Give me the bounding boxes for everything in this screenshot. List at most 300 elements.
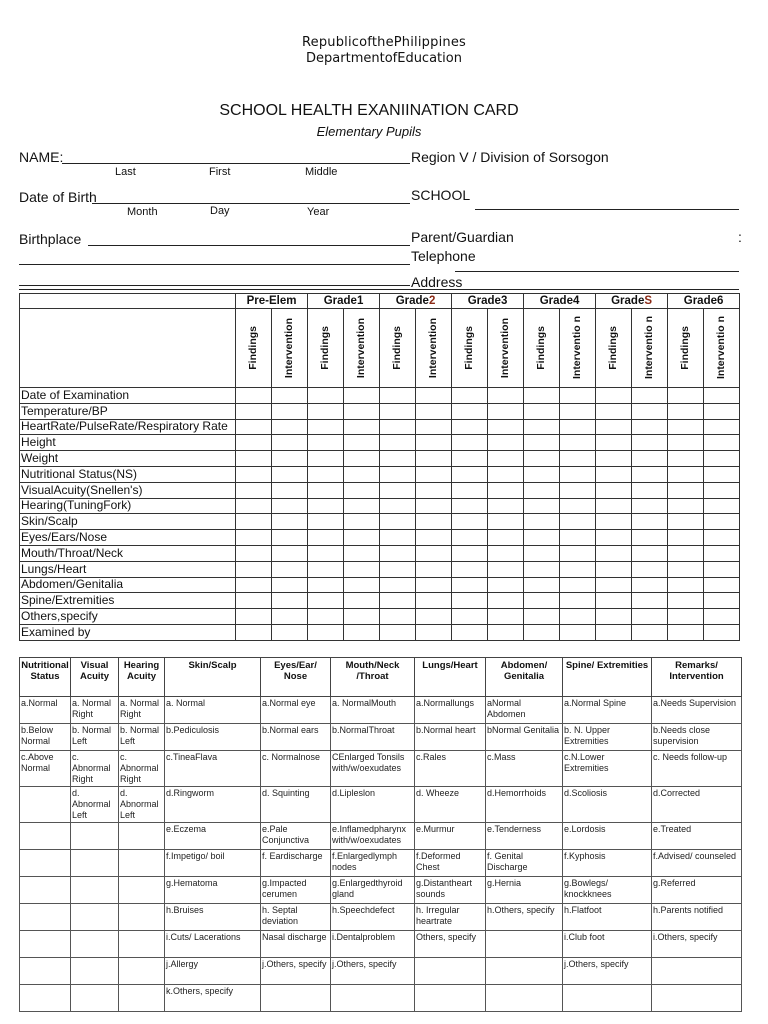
findings-cell[interactable] xyxy=(596,561,632,577)
intervention-cell[interactable] xyxy=(344,419,380,435)
intervention-cell[interactable] xyxy=(488,466,524,482)
intervention-cell[interactable] xyxy=(416,435,452,451)
findings-cell[interactable] xyxy=(236,498,272,514)
intervention-cell[interactable] xyxy=(560,545,596,561)
findings-header: Findings xyxy=(524,309,560,388)
findings-cell[interactable] xyxy=(452,466,488,482)
intervention-header: Intervention xyxy=(272,309,308,388)
findings-cell[interactable] xyxy=(236,514,272,530)
intervention-cell[interactable] xyxy=(272,482,308,498)
findings-cell[interactable] xyxy=(524,466,560,482)
exam-row-label: Lungs/Heart xyxy=(20,561,236,577)
parent-colon: : xyxy=(738,229,742,245)
intervention-cell[interactable] xyxy=(416,609,452,625)
findings-cell[interactable] xyxy=(668,593,704,609)
findings-cell[interactable] xyxy=(524,498,560,514)
legend-cell: g.Referred xyxy=(652,877,742,904)
findings-cell[interactable] xyxy=(668,451,704,467)
intervention-cell[interactable] xyxy=(416,403,452,419)
exam-row-label: Mouth/Throat/Neck xyxy=(20,545,236,561)
findings-cell[interactable] xyxy=(452,482,488,498)
intervention-cell[interactable] xyxy=(344,609,380,625)
intervention-cell[interactable] xyxy=(704,451,740,467)
intervention-cell[interactable] xyxy=(344,451,380,467)
grid-subheader-blank xyxy=(20,309,236,388)
findings-cell[interactable] xyxy=(452,451,488,467)
grade-header-4: Grade4 xyxy=(524,294,596,309)
intervention-cell[interactable] xyxy=(488,545,524,561)
findings-cell[interactable] xyxy=(524,514,560,530)
intervention-cell[interactable] xyxy=(344,593,380,609)
findings-cell[interactable] xyxy=(524,530,560,546)
findings-cell[interactable] xyxy=(380,435,416,451)
name-label: NAME: xyxy=(19,149,64,165)
findings-cell[interactable] xyxy=(452,419,488,435)
legend-cell xyxy=(486,958,563,985)
exam-row xyxy=(20,419,740,435)
findings-cell[interactable] xyxy=(596,419,632,435)
findings-cell[interactable] xyxy=(524,624,560,640)
legend-cell: a.Normal xyxy=(20,697,71,724)
intervention-cell[interactable] xyxy=(416,593,452,609)
exam-row-label: Examined by xyxy=(20,624,236,640)
findings-cell[interactable] xyxy=(452,403,488,419)
legend-cell xyxy=(20,958,71,985)
intervention-cell[interactable] xyxy=(416,514,452,530)
intervention-cell[interactable] xyxy=(488,498,524,514)
findings-cell[interactable] xyxy=(524,388,560,404)
legend-cell: a.Needs Supervision xyxy=(652,697,742,724)
findings-cell[interactable] xyxy=(380,624,416,640)
findings-cell[interactable] xyxy=(308,545,344,561)
findings-cell[interactable] xyxy=(236,624,272,640)
findings-cell[interactable] xyxy=(308,482,344,498)
intervention-cell[interactable] xyxy=(632,609,668,625)
findings-cell[interactable] xyxy=(668,530,704,546)
findings-cell[interactable] xyxy=(668,609,704,625)
findings-cell[interactable] xyxy=(596,498,632,514)
intervention-cell[interactable] xyxy=(272,545,308,561)
findings-cell[interactable] xyxy=(308,530,344,546)
intervention-cell[interactable] xyxy=(560,388,596,404)
findings-cell[interactable] xyxy=(308,451,344,467)
findings-cell[interactable] xyxy=(236,403,272,419)
findings-cell[interactable] xyxy=(452,498,488,514)
intervention-cell[interactable] xyxy=(704,403,740,419)
intervention-cell[interactable] xyxy=(272,451,308,467)
intervention-cell[interactable] xyxy=(488,451,524,467)
findings-cell[interactable] xyxy=(380,514,416,530)
grade-header-3: Grade3 xyxy=(452,294,524,309)
findings-cell[interactable] xyxy=(452,561,488,577)
findings-cell[interactable] xyxy=(452,545,488,561)
findings-cell[interactable] xyxy=(380,388,416,404)
exam-row-label: Eyes/Ears/Nose xyxy=(20,530,236,546)
intervention-cell[interactable] xyxy=(488,609,524,625)
findings-cell[interactable] xyxy=(524,545,560,561)
intervention-cell[interactable] xyxy=(272,388,308,404)
findings-cell[interactable] xyxy=(668,624,704,640)
exam-row xyxy=(20,435,740,451)
intervention-cell[interactable] xyxy=(344,403,380,419)
intervention-cell[interactable] xyxy=(632,419,668,435)
legend-cell: e.Tenderness xyxy=(486,823,563,850)
intervention-cell[interactable] xyxy=(488,593,524,609)
intervention-cell[interactable] xyxy=(704,419,740,435)
findings-header: Findings xyxy=(596,309,632,388)
legend-cell: c.N.Lower Extremities xyxy=(563,751,652,787)
intervention-cell[interactable] xyxy=(344,624,380,640)
findings-cell[interactable] xyxy=(380,593,416,609)
legend-cell: a.Normal eye xyxy=(261,697,331,724)
findings-cell[interactable] xyxy=(596,388,632,404)
findings-cell[interactable] xyxy=(668,498,704,514)
findings-cell[interactable] xyxy=(308,435,344,451)
intervention-cell[interactable] xyxy=(344,561,380,577)
legend-cell: e.Lordosis xyxy=(563,823,652,850)
findings-cell[interactable] xyxy=(668,435,704,451)
findings-cell[interactable] xyxy=(308,577,344,593)
intervention-cell[interactable] xyxy=(560,435,596,451)
findings-cell[interactable] xyxy=(380,498,416,514)
legend-cell: a.Normallungs xyxy=(415,697,486,724)
intervention-cell[interactable] xyxy=(704,466,740,482)
legend-header: Skin/Scalp xyxy=(165,658,261,697)
intervention-cell[interactable] xyxy=(272,466,308,482)
intervention-cell[interactable] xyxy=(344,514,380,530)
intervention-cell[interactable] xyxy=(632,624,668,640)
exam-row xyxy=(20,482,740,498)
intervention-cell[interactable] xyxy=(272,609,308,625)
legend-row xyxy=(20,931,742,958)
findings-cell[interactable] xyxy=(308,593,344,609)
intervention-cell[interactable] xyxy=(560,482,596,498)
intervention-cell[interactable] xyxy=(560,514,596,530)
legend-cell: a. NormalMouth xyxy=(331,697,415,724)
findings-cell[interactable] xyxy=(308,466,344,482)
intervention-cell[interactable] xyxy=(488,624,524,640)
birthplace-field-3[interactable] xyxy=(19,285,410,286)
exam-row xyxy=(20,530,740,546)
findings-cell[interactable] xyxy=(308,419,344,435)
intervention-cell[interactable] xyxy=(704,435,740,451)
intervention-cell[interactable] xyxy=(704,561,740,577)
birthplace-field[interactable] xyxy=(88,245,410,246)
findings-cell[interactable] xyxy=(596,466,632,482)
intervention-cell[interactable] xyxy=(272,403,308,419)
findings-cell[interactable] xyxy=(308,514,344,530)
dob-field[interactable] xyxy=(92,203,410,204)
intervention-cell[interactable] xyxy=(560,530,596,546)
findings-cell[interactable] xyxy=(308,609,344,625)
legend-cell: b. N. Upper Extremities xyxy=(563,724,652,751)
intervention-cell[interactable] xyxy=(704,514,740,530)
findings-cell[interactable] xyxy=(668,403,704,419)
intervention-cell[interactable] xyxy=(560,577,596,593)
findings-cell[interactable] xyxy=(236,388,272,404)
intervention-cell[interactable] xyxy=(632,403,668,419)
findings-cell[interactable] xyxy=(452,388,488,404)
intervention-cell[interactable] xyxy=(560,561,596,577)
intervention-cell[interactable] xyxy=(344,530,380,546)
findings-cell[interactable] xyxy=(452,593,488,609)
findings-cell[interactable] xyxy=(596,624,632,640)
intervention-cell[interactable] xyxy=(272,561,308,577)
intervention-cell[interactable] xyxy=(416,388,452,404)
grid-corner xyxy=(20,294,236,309)
name-sub-last: Last xyxy=(115,166,136,178)
findings-cell[interactable] xyxy=(524,403,560,419)
legend-cell: h.Bruises xyxy=(165,904,261,931)
legend-cell: i.Others, specify xyxy=(652,931,742,958)
telephone-label: Telephone xyxy=(411,248,476,264)
exam-row xyxy=(20,514,740,530)
intervention-cell[interactable] xyxy=(344,466,380,482)
intervention-cell[interactable] xyxy=(416,561,452,577)
intervention-cell[interactable] xyxy=(272,419,308,435)
intervention-cell[interactable] xyxy=(488,482,524,498)
findings-cell[interactable] xyxy=(596,514,632,530)
intervention-cell[interactable] xyxy=(416,498,452,514)
findings-cell[interactable] xyxy=(524,435,560,451)
legend-cell: a.Normal Spine xyxy=(563,697,652,724)
findings-cell[interactable] xyxy=(524,609,560,625)
intervention-cell[interactable] xyxy=(632,451,668,467)
findings-cell[interactable] xyxy=(380,466,416,482)
findings-cell[interactable] xyxy=(596,545,632,561)
intervention-cell[interactable] xyxy=(272,435,308,451)
findings-cell[interactable] xyxy=(236,561,272,577)
address-field[interactable] xyxy=(19,289,739,290)
findings-cell[interactable] xyxy=(236,530,272,546)
findings-cell[interactable] xyxy=(596,435,632,451)
exam-row xyxy=(20,609,740,625)
findings-cell[interactable] xyxy=(668,545,704,561)
intervention-cell[interactable] xyxy=(416,466,452,482)
intervention-cell[interactable] xyxy=(272,530,308,546)
findings-cell[interactable] xyxy=(236,482,272,498)
intervention-cell[interactable] xyxy=(488,577,524,593)
intervention-cell[interactable] xyxy=(344,545,380,561)
legend-cell xyxy=(71,877,119,904)
intervention-cell[interactable] xyxy=(344,577,380,593)
intervention-cell[interactable] xyxy=(704,593,740,609)
exam-row-label: Others,specify xyxy=(20,609,236,625)
findings-cell[interactable] xyxy=(668,577,704,593)
school-field[interactable] xyxy=(475,209,739,210)
intervention-cell[interactable] xyxy=(632,435,668,451)
legend-cell: c. Abnormal Right xyxy=(71,751,119,787)
findings-cell[interactable] xyxy=(236,435,272,451)
birthplace-field-2[interactable] xyxy=(19,264,410,265)
intervention-cell[interactable] xyxy=(704,530,740,546)
findings-cell[interactable] xyxy=(452,609,488,625)
intervention-cell[interactable] xyxy=(632,514,668,530)
exam-row-label: Temperature/BP xyxy=(20,403,236,419)
findings-cell[interactable] xyxy=(380,419,416,435)
legend-cell xyxy=(119,985,165,1012)
intervention-cell[interactable] xyxy=(416,482,452,498)
findings-cell[interactable] xyxy=(596,451,632,467)
legend-cell xyxy=(119,904,165,931)
findings-cell[interactable] xyxy=(308,498,344,514)
intervention-cell[interactable] xyxy=(488,561,524,577)
findings-cell[interactable] xyxy=(596,403,632,419)
exam-row-label: Skin/Scalp xyxy=(20,514,236,530)
legend-cell xyxy=(71,958,119,985)
intervention-cell[interactable] xyxy=(272,577,308,593)
intervention-cell[interactable] xyxy=(704,609,740,625)
intervention-cell[interactable] xyxy=(632,593,668,609)
intervention-cell[interactable] xyxy=(488,419,524,435)
legend-cell: c.TineaFlava xyxy=(165,751,261,787)
intervention-cell[interactable] xyxy=(632,466,668,482)
findings-cell[interactable] xyxy=(380,609,416,625)
findings-cell[interactable] xyxy=(380,545,416,561)
findings-cell[interactable] xyxy=(452,577,488,593)
intervention-cell[interactable] xyxy=(416,624,452,640)
findings-cell[interactable] xyxy=(596,593,632,609)
findings-cell[interactable] xyxy=(236,593,272,609)
findings-cell[interactable] xyxy=(524,577,560,593)
findings-cell[interactable] xyxy=(596,577,632,593)
findings-cell[interactable] xyxy=(596,530,632,546)
legend-cell: j.Others, specify xyxy=(331,958,415,985)
intervention-cell[interactable] xyxy=(560,593,596,609)
findings-cell[interactable] xyxy=(596,482,632,498)
findings-cell[interactable] xyxy=(236,419,272,435)
exam-row-label: HeartRate/PulseRate/Respiratory Rate xyxy=(20,419,236,435)
findings-cell[interactable] xyxy=(524,561,560,577)
findings-cell[interactable] xyxy=(380,577,416,593)
telephone-field[interactable] xyxy=(455,271,739,272)
intervention-cell[interactable] xyxy=(272,498,308,514)
intervention-cell[interactable] xyxy=(704,498,740,514)
intervention-cell[interactable] xyxy=(272,624,308,640)
findings-cell[interactable] xyxy=(668,482,704,498)
legend-cell: f.Enlargedlymph nodes xyxy=(331,850,415,877)
findings-cell[interactable] xyxy=(380,451,416,467)
intervention-cell[interactable] xyxy=(416,419,452,435)
findings-cell[interactable] xyxy=(452,514,488,530)
findings-cell[interactable] xyxy=(524,482,560,498)
intervention-cell[interactable] xyxy=(344,482,380,498)
findings-cell[interactable] xyxy=(308,561,344,577)
intervention-cell[interactable] xyxy=(272,514,308,530)
intervention-cell[interactable] xyxy=(632,498,668,514)
findings-cell[interactable] xyxy=(380,530,416,546)
intervention-cell[interactable] xyxy=(560,498,596,514)
intervention-cell[interactable] xyxy=(488,388,524,404)
findings-cell[interactable] xyxy=(524,451,560,467)
intervention-header: Intervention xyxy=(416,309,452,388)
intervention-header: Intervention xyxy=(488,309,524,388)
intervention-header: Intervention xyxy=(344,309,380,388)
intervention-cell[interactable] xyxy=(344,435,380,451)
intervention-cell[interactable] xyxy=(704,482,740,498)
legend-cell xyxy=(20,823,71,850)
findings-cell[interactable] xyxy=(452,530,488,546)
legend-cell: i.Cuts/ Lacerations xyxy=(165,931,261,958)
findings-cell[interactable] xyxy=(236,609,272,625)
findings-header: Findings xyxy=(380,309,416,388)
legend-cell: bNormal Genitalia xyxy=(486,724,563,751)
findings-cell[interactable] xyxy=(668,419,704,435)
intervention-cell[interactable] xyxy=(344,388,380,404)
findings-cell[interactable] xyxy=(236,451,272,467)
intervention-cell[interactable] xyxy=(488,530,524,546)
grade-header-1: Grade1 xyxy=(308,294,380,309)
findings-cell[interactable] xyxy=(236,466,272,482)
intervention-cell[interactable] xyxy=(632,561,668,577)
findings-header: Findings xyxy=(308,309,344,388)
intervention-cell[interactable] xyxy=(560,451,596,467)
legend-cell: b.Normal heart xyxy=(415,724,486,751)
intervention-cell[interactable] xyxy=(416,451,452,467)
findings-cell[interactable] xyxy=(452,624,488,640)
findings-cell[interactable] xyxy=(668,561,704,577)
intervention-cell[interactable] xyxy=(488,514,524,530)
legend-cell: e.Treated xyxy=(652,823,742,850)
findings-cell[interactable] xyxy=(668,514,704,530)
intervention-cell[interactable] xyxy=(632,388,668,404)
intervention-cell[interactable] xyxy=(632,482,668,498)
exam-row xyxy=(20,498,740,514)
findings-cell[interactable] xyxy=(308,403,344,419)
findings-cell[interactable] xyxy=(380,561,416,577)
intervention-cell[interactable] xyxy=(704,577,740,593)
intervention-cell[interactable] xyxy=(416,530,452,546)
legend-cell: g.Hernia xyxy=(486,877,563,904)
intervention-cell[interactable] xyxy=(560,466,596,482)
findings-cell[interactable] xyxy=(380,403,416,419)
legend-cell xyxy=(20,931,71,958)
intervention-cell[interactable] xyxy=(632,530,668,546)
legend-cell: g.Hematoma xyxy=(165,877,261,904)
findings-cell[interactable] xyxy=(308,624,344,640)
intervention-cell[interactable] xyxy=(632,545,668,561)
intervention-cell[interactable] xyxy=(416,545,452,561)
findings-cell[interactable] xyxy=(452,435,488,451)
intervention-cell[interactable] xyxy=(488,403,524,419)
intervention-cell[interactable] xyxy=(272,593,308,609)
intervention-cell[interactable] xyxy=(344,498,380,514)
findings-cell[interactable] xyxy=(596,609,632,625)
intervention-cell[interactable] xyxy=(560,403,596,419)
findings-cell[interactable] xyxy=(524,419,560,435)
legend-cell xyxy=(20,985,71,1012)
name-field[interactable] xyxy=(62,163,410,164)
intervention-cell[interactable] xyxy=(704,545,740,561)
intervention-cell[interactable] xyxy=(560,624,596,640)
findings-cell[interactable] xyxy=(308,388,344,404)
findings-cell[interactable] xyxy=(668,466,704,482)
findings-cell[interactable] xyxy=(236,545,272,561)
intervention-cell[interactable] xyxy=(704,624,740,640)
findings-cell[interactable] xyxy=(236,577,272,593)
findings-cell[interactable] xyxy=(668,388,704,404)
intervention-cell[interactable] xyxy=(632,577,668,593)
legend-cell: b. Normal Left xyxy=(119,724,165,751)
intervention-cell[interactable] xyxy=(416,577,452,593)
intervention-cell[interactable] xyxy=(560,419,596,435)
findings-cell[interactable] xyxy=(380,482,416,498)
intervention-cell[interactable] xyxy=(488,435,524,451)
legend-cell: f. Genital Discharge xyxy=(486,850,563,877)
intervention-cell[interactable] xyxy=(704,388,740,404)
findings-cell[interactable] xyxy=(524,593,560,609)
intervention-cell[interactable] xyxy=(560,609,596,625)
